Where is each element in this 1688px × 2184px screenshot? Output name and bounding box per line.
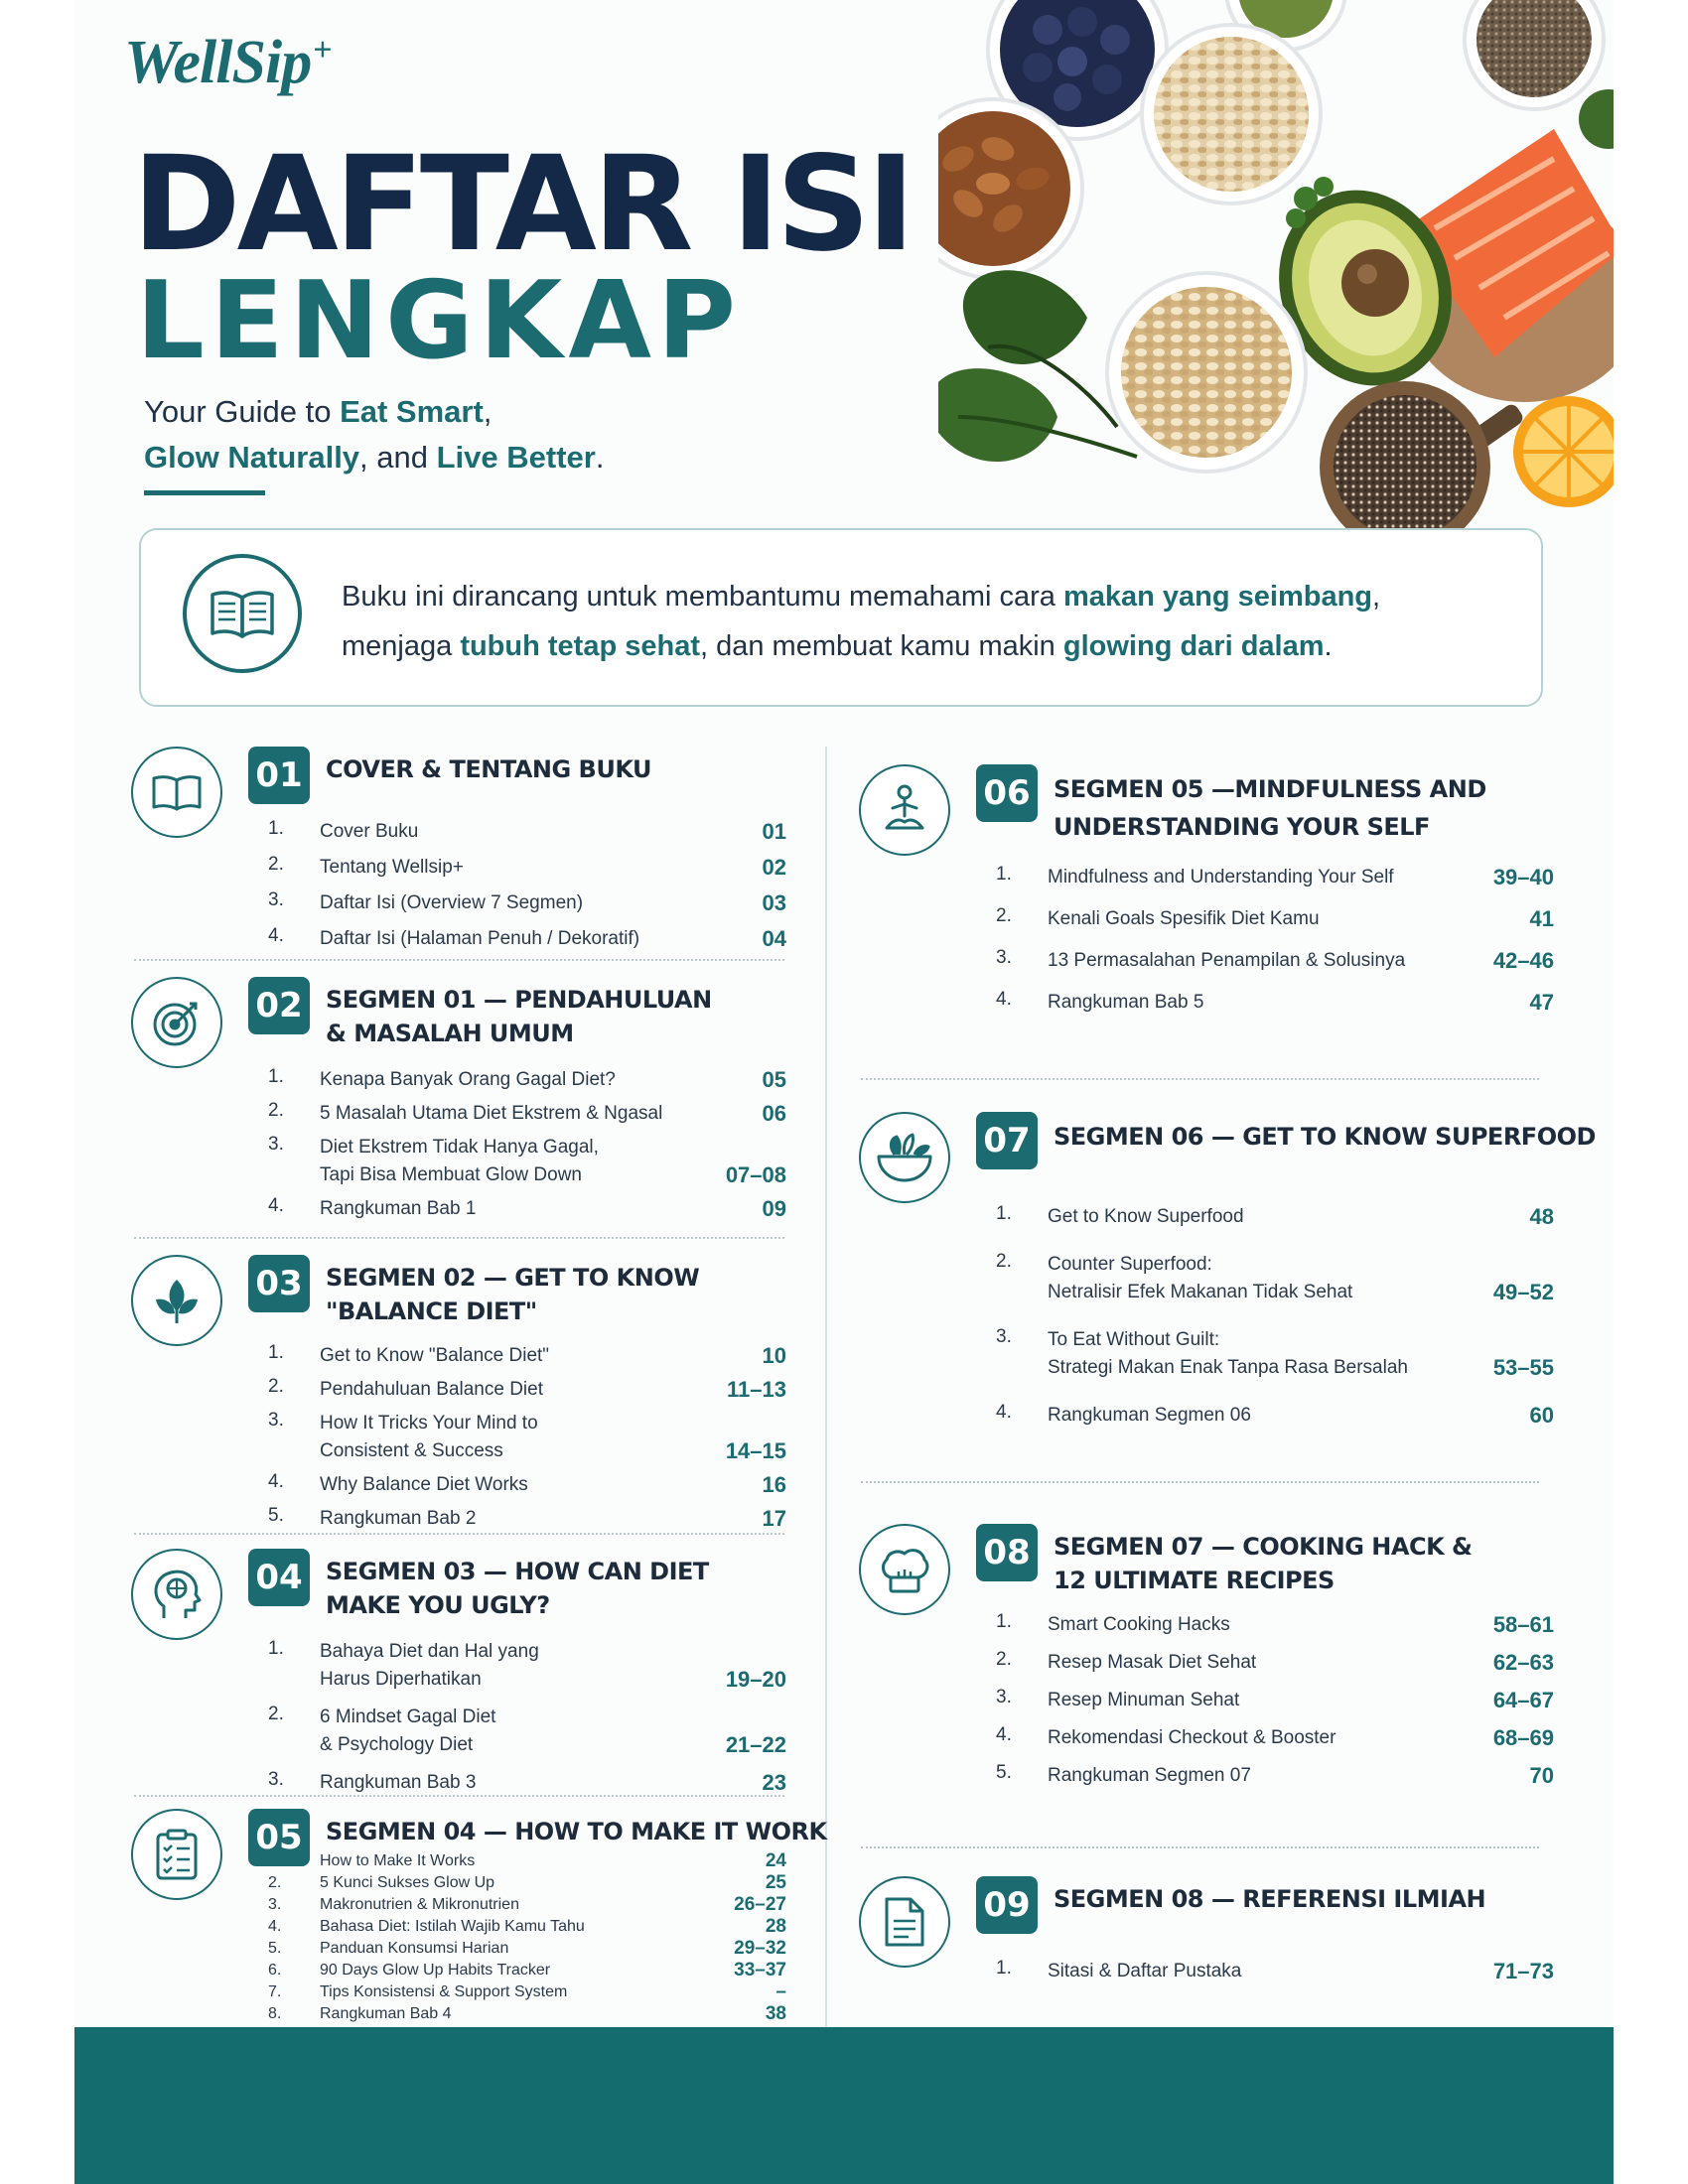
entry-page-number: 53–55 <box>1492 1355 1554 1380</box>
toc-entry[interactable] <box>268 818 786 846</box>
entry-number: 3. <box>268 1769 284 1790</box>
entry-title-line: Why Balance Diet Works <box>320 1474 528 1495</box>
entry-title-line: Netralisir Efek Makanan Tidak Sehat <box>1048 1282 1353 1302</box>
entry-title <box>320 1100 763 1128</box>
entry-page-number: 10 <box>762 1343 786 1368</box>
toc-entry[interactable] <box>996 1958 1554 1985</box>
segment-title <box>1054 1882 1485 1916</box>
entry-title-line: How It Tricks Your Mind to <box>320 1413 538 1433</box>
entry-title <box>320 1638 726 1694</box>
toc-entry[interactable] <box>268 1704 786 1759</box>
entry-title <box>320 1769 763 1797</box>
brain-head-icon <box>131 1549 222 1640</box>
toc-entry[interactable] <box>268 1850 786 1872</box>
entry-number: 2. <box>268 1100 284 1121</box>
entry-page-number: 48 <box>1529 1204 1554 1229</box>
entry-page-number: 11–13 <box>727 1377 786 1402</box>
entry-title <box>1048 1251 1493 1306</box>
toc-entry[interactable] <box>996 1203 1554 1231</box>
toc-entry[interactable] <box>268 1471 786 1499</box>
segment-title-line: SEGMEN 05 —MINDFULNESS AND <box>1054 775 1486 803</box>
separator <box>861 1846 1539 1848</box>
open-book-icon <box>183 554 302 673</box>
entry-title <box>320 1872 766 1894</box>
entry-title-line: Kenapa Banyak Orang Gagal Diet? <box>320 1069 616 1090</box>
entry-title <box>320 1938 734 1960</box>
toc-entry[interactable] <box>268 1410 786 1465</box>
entry-title-line: Panduan Konsumsi Harian <box>320 1940 509 1957</box>
entry-title-line: Tips Konsistensi & Support System <box>320 1983 568 2000</box>
separator <box>861 1481 1539 1483</box>
entry-title <box>320 2003 766 2025</box>
toc-entry[interactable] <box>996 1326 1554 1382</box>
entry-title <box>320 854 763 882</box>
segment-number-badge: 01 <box>248 747 310 804</box>
entry-title-line: To Eat Without Guilt: <box>1048 1329 1220 1350</box>
entry-page-number: 21–22 <box>725 1732 786 1757</box>
target-icon <box>131 977 222 1068</box>
entry-title-line: Rangkuman Bab 4 <box>320 2005 452 2022</box>
footer-band <box>74 2027 1614 2184</box>
entry-title-line: Mindfulness and Understanding Your Self <box>1048 867 1394 887</box>
entry-page-number: 47 <box>1529 990 1554 1015</box>
entry-title <box>1048 1326 1493 1382</box>
toc-entry[interactable] <box>268 1916 786 1938</box>
orange-slice <box>1513 396 1614 507</box>
segment-title <box>1054 1118 1596 1156</box>
page-title-line1: DAFTAR ISI <box>132 128 912 281</box>
toc-entry[interactable] <box>996 989 1554 1017</box>
brand-logo <box>124 28 332 98</box>
entry-title <box>1048 1762 1530 1790</box>
oat-bowl <box>1142 25 1321 204</box>
entry-number: 5. <box>268 1940 282 1957</box>
segment-number-badge: 08 <box>976 1524 1038 1581</box>
entry-title <box>1048 947 1493 975</box>
entry-title-line: & Psychology Diet <box>320 1734 474 1755</box>
entry-title <box>1048 1203 1530 1231</box>
segment-item-list <box>996 1203 1554 1449</box>
entry-page-number: 24 <box>765 1850 786 1871</box>
entry-title-line: Counter Superfood: <box>1048 1254 1212 1275</box>
entry-number: 5. <box>268 1505 284 1526</box>
entry-title <box>320 1066 763 1094</box>
entry-title-line: Rangkuman Bab 3 <box>320 1772 477 1793</box>
entry-title-line: How to Make It Works <box>320 1852 476 1869</box>
chia-bowl <box>1320 381 1525 531</box>
toc-entry[interactable] <box>996 1687 1554 1714</box>
toc-entry[interactable] <box>268 1505 786 1533</box>
entry-number: 2. <box>996 1251 1012 1272</box>
entry-number: 3. <box>996 1326 1012 1347</box>
segment-title-line: SEGMEN 06 — GET TO KNOW SUPERFOOD <box>1054 1123 1596 1151</box>
entry-number: 2. <box>268 1874 282 1891</box>
toc-entry[interactable] <box>268 2003 786 2025</box>
entry-number: 1. <box>996 864 1012 885</box>
meditation-icon <box>859 764 950 856</box>
entry-title <box>320 1342 763 1370</box>
toc-page <box>74 0 1614 2184</box>
segment-item-list <box>996 1611 1554 1800</box>
entry-page-number: 16 <box>762 1472 786 1497</box>
entry-title-line: 90 Days Glow Up Habits Tracker <box>320 1962 551 1979</box>
segment-title <box>326 1555 709 1622</box>
entry-number: 3. <box>268 1896 282 1913</box>
entry-title-line: Tentang Wellsip+ <box>320 857 464 878</box>
brand-mark: + <box>313 32 332 69</box>
segment-title-line: SEGMEN 02 — GET TO KNOW <box>326 1264 700 1292</box>
toc-entry[interactable] <box>268 1769 786 1797</box>
entry-number: 1. <box>268 818 284 839</box>
entry-title <box>320 1894 734 1916</box>
entry-number: 3. <box>268 889 284 910</box>
entry-page-number: 04 <box>762 926 786 951</box>
entry-page-number: 06 <box>762 1101 786 1126</box>
segment-title <box>326 1815 827 1848</box>
entry-title-line: Bahasa Diet: Istilah Wajib Kamu Tahu <box>320 1918 585 1935</box>
entry-page-number: 38 <box>765 2003 786 2024</box>
segment-title-line: SEGMEN 01 — PENDAHULUAN <box>326 986 712 1014</box>
entry-number: 3. <box>996 1687 1012 1707</box>
segment-title-line: SEGMEN 07 — COOKING HACK & <box>1054 1533 1473 1561</box>
segment-number-badge: 09 <box>976 1876 1038 1934</box>
entry-number: 2. <box>996 905 1012 926</box>
segment-number-badge: 05 <box>248 1809 310 1866</box>
entry-title-line: Rangkuman Bab 2 <box>320 1508 477 1529</box>
segment-title <box>326 752 651 786</box>
entry-page-number: 39–40 <box>1492 865 1554 889</box>
segment-item-list <box>996 1958 1554 1995</box>
entry-title-line: Pendahuluan Balance Diet <box>320 1379 544 1400</box>
entry-title-line: Resep Masak Diet Sehat <box>1048 1652 1257 1673</box>
entry-page-number: 49–52 <box>1492 1280 1554 1304</box>
entry-title <box>320 1981 775 2003</box>
segment-title-line: 12 ULTIMATE RECIPES <box>1054 1567 1335 1594</box>
entry-title <box>320 1471 763 1499</box>
entry-title <box>1048 1611 1493 1639</box>
entry-title-line: Rangkuman Bab 1 <box>320 1198 477 1219</box>
toc-entry[interactable] <box>268 1100 786 1128</box>
entry-number: 3. <box>268 1134 284 1155</box>
entry-page-number: 58–61 <box>1492 1612 1554 1637</box>
entry-page-number: 64–67 <box>1492 1688 1554 1712</box>
entry-title <box>1048 1687 1493 1714</box>
entry-title <box>320 1376 727 1404</box>
toc-entry[interactable] <box>268 1066 786 1094</box>
tagline-rule <box>144 490 265 495</box>
entry-title-line: Harus Diperhatikan <box>320 1669 482 1690</box>
toc-entry[interactable] <box>268 1134 786 1189</box>
entry-page-number: – <box>775 1981 786 2002</box>
entry-page-number: 07–08 <box>725 1162 786 1187</box>
entry-number: 6. <box>268 1962 282 1979</box>
document-icon <box>859 1876 950 1968</box>
segment-title <box>326 983 712 1050</box>
entry-number: 7. <box>268 1983 282 2000</box>
entry-title-line: Get to Know "Balance Diet" <box>320 1345 550 1366</box>
entry-page-number: 60 <box>1529 1403 1554 1428</box>
segment-item-list <box>268 1342 786 1539</box>
segment-title-line: MAKE YOU UGLY? <box>326 1591 550 1619</box>
segment-item-list <box>268 1066 786 1229</box>
segment-title-line: SEGMEN 03 — HOW CAN DIET <box>326 1558 709 1585</box>
separator <box>134 1533 784 1535</box>
entry-title-line: 13 Permasalahan Penampilan & Solusinya <box>1048 950 1406 971</box>
entry-title-line: Resep Minuman Sehat <box>1048 1690 1240 1710</box>
entry-page-number: 71–73 <box>1492 1959 1554 1983</box>
entry-number: 4. <box>268 1471 284 1492</box>
entry-title <box>320 925 763 953</box>
segment-number-badge: 03 <box>248 1255 310 1312</box>
toc-entry[interactable] <box>268 1894 786 1916</box>
entry-number: 1. <box>268 1342 284 1363</box>
entry-number: 1. <box>268 1066 284 1087</box>
entry-page-number: 68–69 <box>1492 1725 1554 1750</box>
entry-title-line: Daftar Isi (Overview 7 Segmen) <box>320 892 584 913</box>
toc-entry[interactable] <box>268 1938 786 1960</box>
toc-entry[interactable] <box>996 905 1554 933</box>
entry-page-number: 70 <box>1529 1763 1554 1788</box>
entry-number: 4. <box>996 1402 1012 1423</box>
brand-name: WellSip <box>124 29 312 96</box>
seed-bowl-top <box>1465 0 1604 109</box>
entry-title-line: 5 Kunci Sukses Glow Up <box>320 1874 495 1891</box>
entry-title-line: 6 Mindset Gagal Diet <box>320 1706 496 1727</box>
entry-page-number: 23 <box>762 1770 786 1795</box>
entry-title <box>320 1505 763 1533</box>
toc-entry[interactable] <box>268 1638 786 1694</box>
entry-title <box>320 1850 766 1872</box>
toc-entry[interactable] <box>268 1376 786 1404</box>
segment-title <box>1054 770 1486 846</box>
entry-title-line: Makronutrien & Mikronutrien <box>320 1896 519 1913</box>
entry-page-number: 05 <box>762 1067 786 1092</box>
entry-page-number: 26–27 <box>734 1894 786 1915</box>
entry-title-line: Rekomendasi Checkout & Booster <box>1048 1727 1336 1748</box>
intro-text: Buku ini dirancang untuk membantumu memahami cara makan yang seimbang, menjaga tubuh tetap sehat, dan membuat kamu makin glowing dari dalam. <box>342 581 1381 662</box>
entry-number: 1. <box>996 1203 1012 1224</box>
entry-title-line: Rangkuman Segmen 06 <box>1048 1405 1251 1426</box>
separator <box>134 1237 784 1239</box>
entry-title <box>320 1960 734 1981</box>
toc-entry[interactable] <box>996 864 1554 891</box>
segment-title-line: & MASALAH UMUM <box>326 1020 574 1047</box>
entry-number: 3. <box>268 1410 284 1431</box>
entry-number: 8. <box>268 2005 282 2022</box>
entry-page-number: 41 <box>1529 906 1554 931</box>
segment-item-list <box>996 864 1554 1030</box>
tagline: Your Guide to Eat Smart, Glow Naturally, and Live Better. <box>144 394 605 475</box>
granola-bowl <box>1107 273 1306 472</box>
entry-title-line: Bahaya Diet dan Hal yang <box>320 1641 539 1662</box>
entry-title <box>320 1195 763 1223</box>
segment-number-badge: 04 <box>248 1549 310 1606</box>
entry-title-line: Smart Cooking Hacks <box>1048 1614 1230 1635</box>
entry-number: 2. <box>268 1376 284 1397</box>
toc-entry[interactable] <box>268 1981 786 2003</box>
salad-bowl-icon <box>859 1112 950 1203</box>
entry-title <box>1048 1649 1493 1677</box>
entry-title-line: Strategi Makan Enak Tanpa Rasa Bersalah <box>1048 1357 1408 1378</box>
entry-title <box>1048 989 1530 1017</box>
entry-number: 1. <box>268 1638 284 1659</box>
segment-item-list <box>268 1638 786 1807</box>
segment-title-line: "BALANCE DIET" <box>326 1297 537 1325</box>
leaf-icon <box>131 1255 222 1346</box>
entry-title <box>1048 905 1530 933</box>
segment-number-badge: 02 <box>248 977 310 1034</box>
entry-title <box>1048 864 1493 891</box>
toc-entry[interactable] <box>268 854 786 882</box>
entry-number: 1. <box>996 1958 1012 1979</box>
toc-entry[interactable] <box>996 1611 1554 1639</box>
separator <box>861 1078 1539 1080</box>
entry-number: 4. <box>268 1195 284 1216</box>
chef-hat-icon <box>859 1524 950 1615</box>
entry-title <box>320 1704 726 1759</box>
book-icon <box>131 747 222 838</box>
segment-title-line: UNDERSTANDING YOUR SELF <box>1054 813 1430 841</box>
segment-title <box>1054 1530 1472 1597</box>
entry-title-line: 5 Masalah Utama Diet Ekstrem & Ngasal <box>320 1103 663 1124</box>
entry-page-number: 02 <box>762 855 786 880</box>
toc-entry[interactable] <box>996 1402 1554 1430</box>
entry-page-number: 25 <box>765 1872 786 1893</box>
entry-number: 3. <box>996 947 1012 968</box>
toc-entry[interactable] <box>996 1649 1554 1677</box>
entry-title-line: Get to Know Superfood <box>1048 1206 1244 1227</box>
entry-page-number: 42–46 <box>1492 948 1554 973</box>
segment-number-badge: 07 <box>976 1112 1038 1169</box>
toc-entry[interactable] <box>268 889 786 917</box>
entry-page-number: 29–32 <box>734 1938 786 1959</box>
hero-food-illustration <box>938 0 1614 531</box>
entry-number: 5. <box>996 1762 1012 1783</box>
entry-number: 4. <box>996 989 1012 1010</box>
segment-item-list <box>268 818 786 961</box>
toc-entry[interactable] <box>268 925 786 953</box>
toc-entry[interactable] <box>268 1195 786 1223</box>
toc-entry[interactable] <box>996 1762 1554 1790</box>
checklist-icon <box>131 1809 222 1900</box>
segment-number-badge: 06 <box>976 764 1038 822</box>
segment-item-list <box>268 1850 786 2025</box>
entry-title-line: Daftar Isi (Halaman Penuh / Dekoratif) <box>320 928 640 949</box>
entry-title <box>320 1916 766 1938</box>
entry-page-number: 19–20 <box>725 1667 786 1692</box>
entry-title-line: Sitasi & Daftar Pustaka <box>1048 1961 1242 1981</box>
toc-entry[interactable] <box>996 1251 1554 1306</box>
entry-page-number: 01 <box>762 819 786 844</box>
entry-page-number: 62–63 <box>1492 1650 1554 1675</box>
separator <box>134 1795 784 1797</box>
entry-page-number: 14–15 <box>725 1438 786 1463</box>
entry-number: 4. <box>268 1918 282 1935</box>
entry-title <box>320 1410 726 1465</box>
toc-entry[interactable] <box>996 1724 1554 1752</box>
entry-title-line: Rangkuman Segmen 07 <box>1048 1765 1251 1786</box>
entry-title-line: Rangkuman Bab 5 <box>1048 992 1204 1013</box>
entry-title <box>320 889 763 917</box>
entry-number: 1. <box>996 1611 1012 1632</box>
segment-title-line: SEGMEN 04 — HOW TO MAKE IT WORK <box>326 1818 827 1845</box>
entry-number: 4. <box>996 1724 1012 1745</box>
toc-entry[interactable] <box>268 1342 786 1370</box>
segment-title-line: SEGMEN 08 — REFERENSI ILMIAH <box>1054 1885 1486 1913</box>
entry-title-line: Tapi Bisa Membuat Glow Down <box>320 1164 582 1185</box>
toc-entry[interactable] <box>268 1960 786 1981</box>
entry-number: 2. <box>268 854 284 875</box>
entry-page-number: 03 <box>762 890 786 915</box>
entry-title <box>320 818 763 846</box>
entry-page-number: 33–37 <box>734 1960 786 1980</box>
entry-title-line: Kenali Goals Spesifik Diet Kamu <box>1048 908 1320 929</box>
entry-title <box>1048 1724 1493 1752</box>
entry-page-number: 28 <box>765 1916 786 1937</box>
entry-page-number: 17 <box>762 1506 786 1531</box>
toc-entry[interactable] <box>268 1872 786 1894</box>
entry-title-line: Cover Buku <box>320 821 419 842</box>
toc-entry[interactable] <box>996 947 1554 975</box>
segment-title <box>326 1261 699 1328</box>
entry-number: 2. <box>996 1649 1012 1670</box>
intro-box <box>139 528 1543 707</box>
entry-number: 2. <box>268 1704 284 1724</box>
separator <box>134 959 784 961</box>
entry-title <box>1048 1402 1530 1430</box>
entry-title <box>1048 1958 1493 1985</box>
entry-title-line: Consistent & Success <box>320 1440 503 1461</box>
entry-title-line: Diet Ekstrem Tidak Hanya Gagal, <box>320 1137 599 1158</box>
entry-number: 4. <box>268 925 284 946</box>
entry-page-number: 09 <box>762 1196 786 1221</box>
entry-title <box>320 1134 726 1189</box>
segment-title-line: COVER & TENTANG BUKU <box>326 755 651 783</box>
page-title-line2: LENGKAP <box>136 259 743 383</box>
